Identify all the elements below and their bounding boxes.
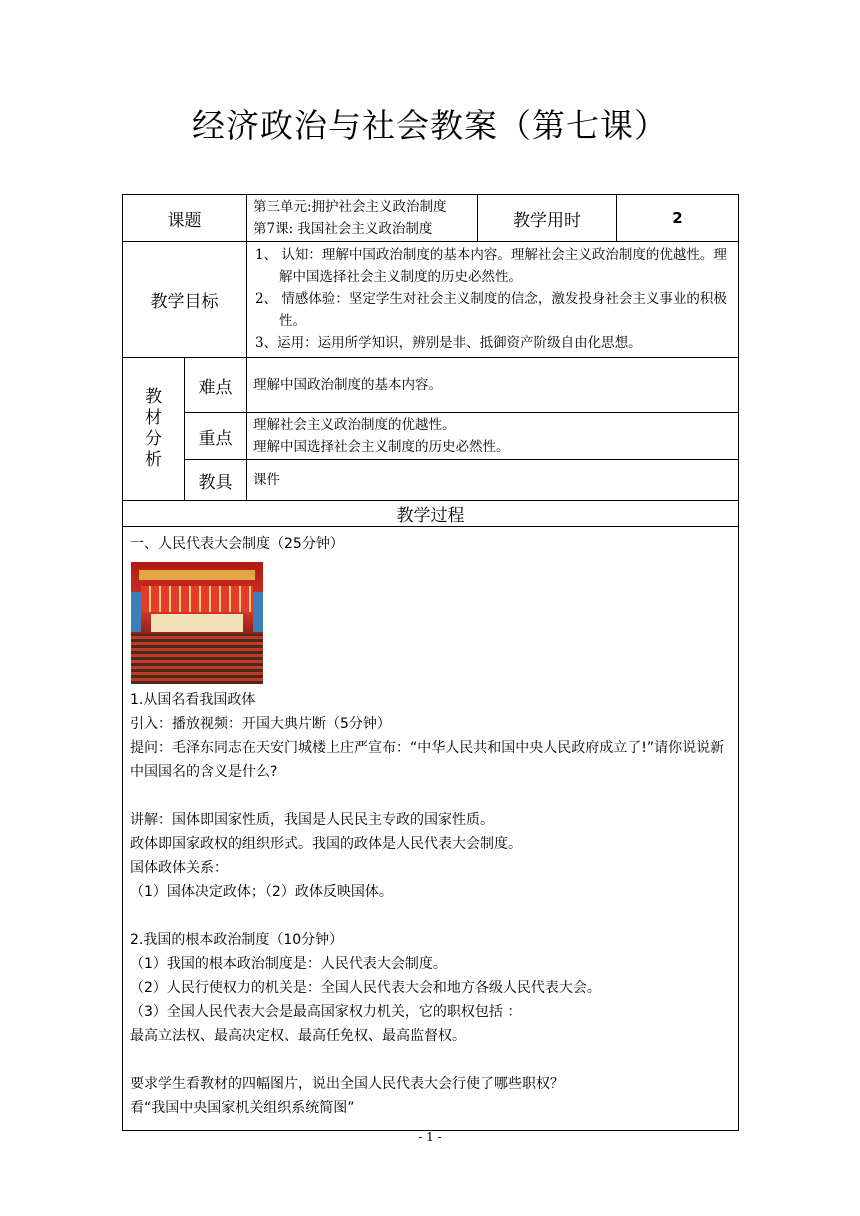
tools-label: 教具 [185, 460, 247, 501]
paragraph: （3）全国人民代表大会是最高国家权力机关，它的职权包括 ： [130, 1004, 522, 1020]
section-heading: 一、人民代表大会制度（25分钟） [130, 536, 344, 552]
paragraph: 看“我国中央国家机关组织系统简图” [130, 1100, 355, 1116]
difficulty-value: 理解中国政治制度的基本内容。 [247, 358, 739, 413]
key-line: 理解社会主义政治制度的优越性。 [253, 417, 456, 433]
topic-cell [247, 195, 478, 242]
goals-label: 教学目标 [123, 242, 247, 358]
paragraph: 最高立法权、最高决定权、最高任免权、最高监督权。 [130, 1028, 466, 1044]
tools-row [123, 460, 739, 501]
difficulty-row [123, 358, 739, 413]
topic-label: 课题 [123, 195, 247, 242]
process-row [123, 527, 739, 1131]
paragraph: （1）国体决定政体；（2）政体反映国体。 [130, 884, 393, 900]
goals-cell [247, 242, 739, 358]
congress-photo [131, 562, 263, 684]
paragraph: 讲解：国体即国家性质，我国是人民民主专政的国家性质。 [130, 812, 494, 828]
key-row [123, 413, 739, 460]
analysis-char: 分 [145, 429, 162, 449]
subsection-title: 2.我国的根本政治制度（10分钟） [130, 932, 344, 948]
page-number: - 1 - [418, 1130, 442, 1144]
difficulty-label: 难点 [185, 358, 247, 413]
analysis-char: 析 [145, 450, 162, 470]
paragraph: 提问：毛泽东同志在天安门城楼上庄严宣布：“中华人民共和国中央人民政府成立了!”请你说说新中国国名的含义是什么? [130, 740, 725, 780]
subsection-title: 1.从国名看我国政体 [130, 692, 256, 708]
paragraph: （1）我国的根本政治制度是：人民代表大会制度。 [130, 956, 447, 972]
goals-row [123, 242, 739, 358]
hours-value: 2 [617, 195, 739, 242]
lesson-plan-table [122, 194, 739, 1131]
topic-row [123, 195, 739, 242]
analysis-label [123, 358, 185, 501]
process-heading-row [123, 501, 739, 527]
analysis-char: 教 [145, 387, 162, 407]
goal-item: 1、 认知：理解中国政治制度的基本内容。理解社会主义政治制度的优越性。理解中国选择社会主义制度的历史必然性。 [255, 247, 727, 285]
page-title: 经济政治与社会教案（第七课） [192, 106, 668, 145]
paragraph: 政体即国家政权的组织形式。我国的政体是人民代表大会制度。 [130, 836, 522, 852]
key-cell [247, 413, 739, 460]
paragraph: 国体政体关系： [130, 860, 228, 876]
topic-line-2: 第7课: 我国社会主义政治制度 [253, 221, 433, 237]
process-heading: 教学过程 [123, 501, 739, 527]
process-content [123, 527, 739, 1131]
paragraph: （2）人民行使权力的机关是：全国人民代表大会和地方各级人民代表大会。 [130, 980, 601, 996]
paragraph: 引入：播放视频：开国大典片断（5分钟） [130, 716, 391, 732]
analysis-char: 材 [145, 408, 162, 428]
goal-item: 3、运用：运用所学知识，辨别是非、抵御资产阶级自由化思想。 [255, 335, 642, 351]
key-line: 理解中国选择社会主义制度的历史必然性。 [253, 439, 510, 455]
hours-label: 教学用时 [478, 195, 617, 242]
tools-value: 课件 [247, 460, 739, 501]
key-label: 重点 [185, 413, 247, 460]
topic-line-1: 第三单元:拥护社会主义政治制度 [253, 199, 447, 215]
paragraph: 要求学生看教材的四幅图片，说出全国人民代表大会行使了哪些职权？ [130, 1076, 564, 1092]
goal-item: 2、 情感体验：坚定学生对社会主义制度的信念，激发投身社会主义事业的积极性。 [255, 291, 727, 329]
